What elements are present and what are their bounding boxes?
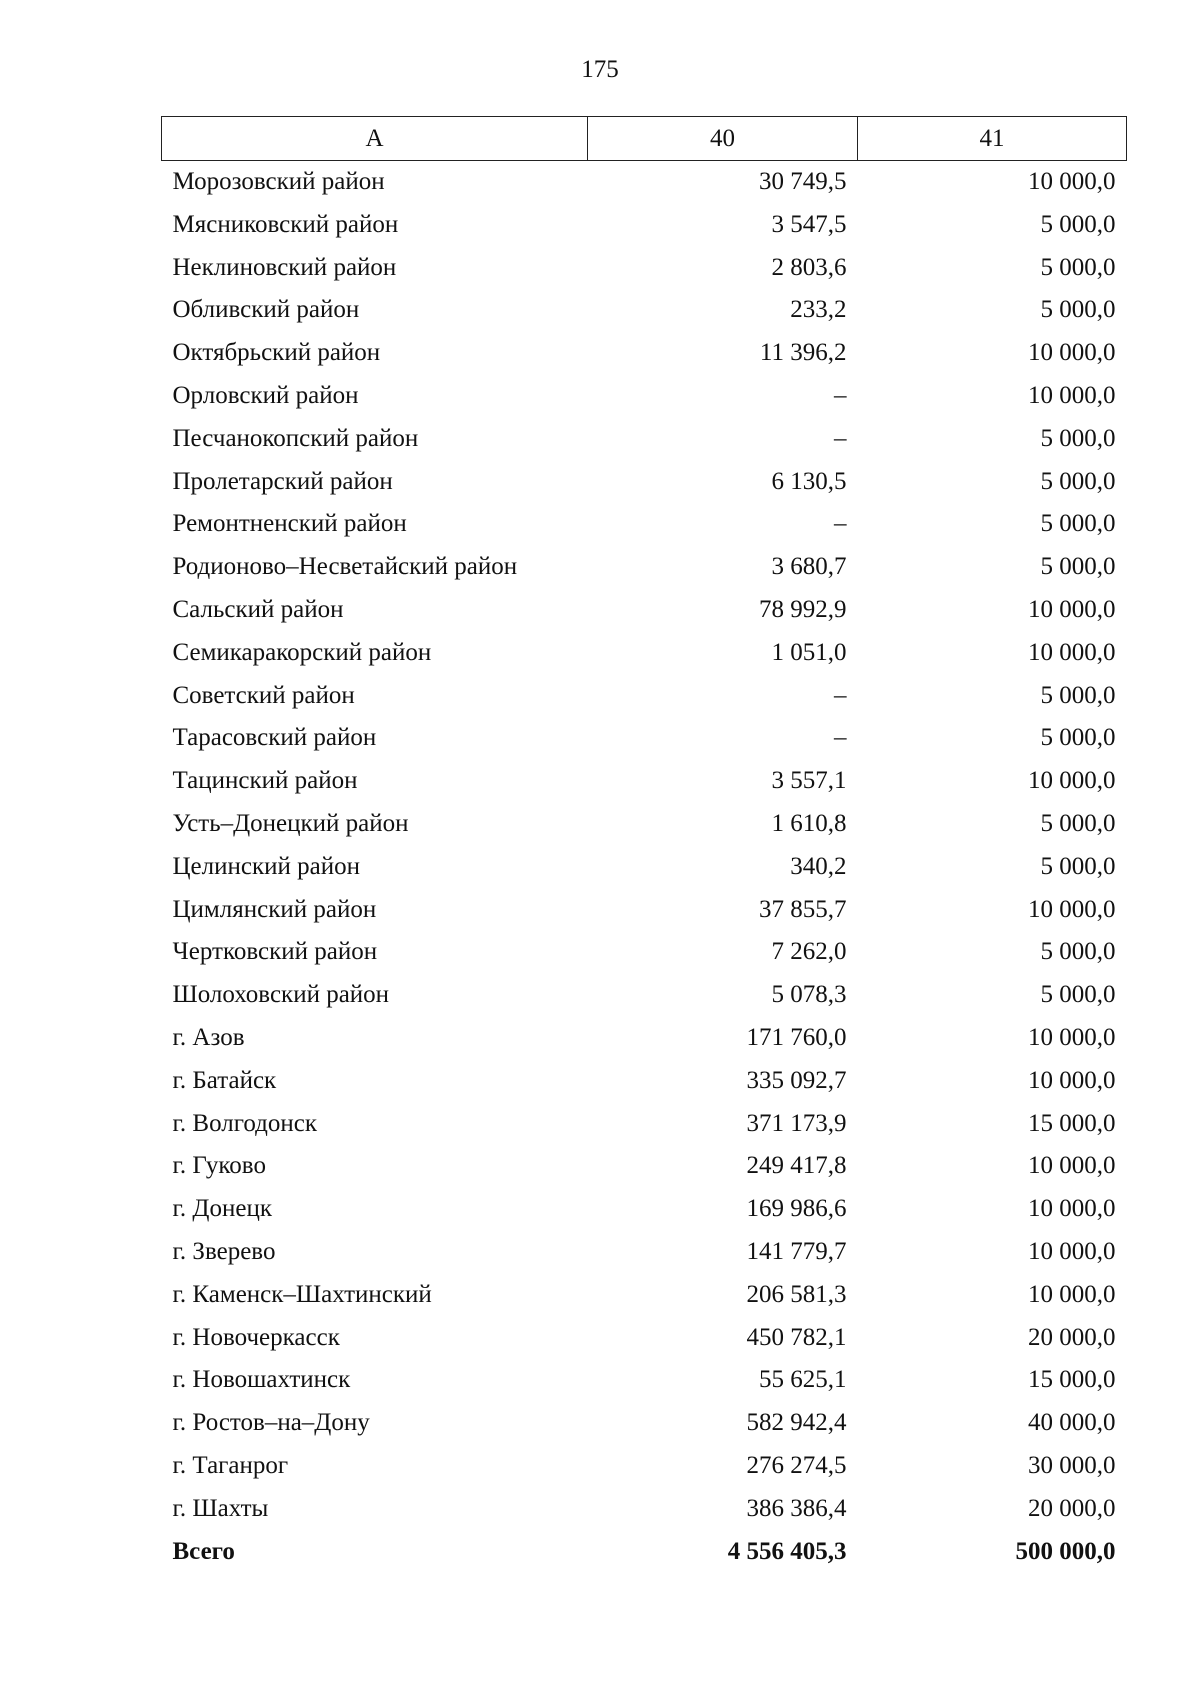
row-value-40: 11 396,2 — [759, 339, 847, 367]
table-row — [162, 204, 1127, 247]
row-value-41: 40 000,0 — [1028, 1409, 1116, 1437]
table-body — [162, 161, 1127, 1574]
row-value-40: 582 942,4 — [746, 1409, 847, 1437]
row-value-41: 5 000,0 — [1040, 981, 1116, 1009]
table-row — [162, 1402, 1127, 1445]
row-value-41: 15 000,0 — [1028, 1366, 1116, 1394]
table-row — [162, 1188, 1127, 1231]
row-value-41: 5 000,0 — [1040, 809, 1116, 837]
row-value-40: 371 173,9 — [746, 1109, 847, 1137]
row-value-41: 10 000,0 — [1028, 1152, 1116, 1180]
table-row — [162, 803, 1127, 846]
row-value-41: 5 000,0 — [1040, 296, 1116, 324]
row-value-41: 5 000,0 — [1040, 681, 1116, 709]
table-row — [162, 503, 1127, 546]
row-name: г. Зверево — [172, 1237, 276, 1265]
table-row — [162, 974, 1127, 1017]
row-value-40: – — [834, 510, 847, 538]
row-value-41: 5 000,0 — [1040, 852, 1116, 880]
row-value-41: 5 000,0 — [1040, 938, 1116, 966]
row-value-40: 141 779,7 — [746, 1237, 847, 1265]
table-row — [162, 1445, 1127, 1488]
row-name: Пролетарский район — [172, 467, 393, 495]
row-value-41: 10 000,0 — [1028, 638, 1116, 666]
row-name: Тацинский район — [172, 767, 358, 795]
row-value-40: 7 262,0 — [771, 938, 847, 966]
row-value-41: 20 000,0 — [1028, 1323, 1116, 1351]
table-row — [162, 375, 1127, 418]
table-row — [162, 675, 1127, 718]
page-number: 175 — [581, 56, 619, 83]
row-value-41: 5 000,0 — [1040, 553, 1116, 581]
row-value-40: 3 557,1 — [771, 767, 847, 795]
row-value-40: – — [834, 681, 847, 709]
table-row — [162, 632, 1127, 675]
row-name: Орловский район — [172, 381, 359, 409]
row-value-40: 37 855,7 — [759, 895, 847, 923]
row-name: Цимлянский район — [172, 895, 377, 923]
row-value-41: 10 000,0 — [1028, 381, 1116, 409]
table-row — [162, 1317, 1127, 1360]
row-value-40: – — [834, 424, 847, 452]
table-row — [162, 889, 1127, 932]
row-value-40: 2 803,6 — [771, 253, 847, 281]
row-name: Мясниковский район — [172, 210, 399, 238]
row-value-41: 10 000,0 — [1028, 1280, 1116, 1308]
row-value-40: 6 130,5 — [771, 467, 847, 495]
row-value-41: 5 000,0 — [1040, 210, 1116, 238]
row-value-40: 3 680,7 — [771, 553, 847, 581]
table-row — [162, 1060, 1127, 1103]
row-value-40: 3 547,5 — [771, 210, 847, 238]
row-value-40: 450 782,1 — [746, 1323, 847, 1351]
table-row — [162, 1231, 1127, 1274]
table-row — [162, 1274, 1127, 1317]
row-value-41: 10 000,0 — [1028, 767, 1116, 795]
total-label: Всего — [172, 1537, 235, 1565]
table-header-row — [162, 117, 1127, 161]
row-value-41: 20 000,0 — [1028, 1494, 1116, 1522]
row-name: Октябрьский район — [172, 339, 381, 367]
row-name: Семикаракорский район — [172, 638, 432, 666]
row-name: г. Азов — [172, 1023, 245, 1051]
row-value-41: 5 000,0 — [1040, 467, 1116, 495]
total-value-41: 500 000,0 — [1015, 1537, 1116, 1565]
row-name: г. Батайск — [172, 1066, 277, 1094]
row-value-41: 30 000,0 — [1028, 1451, 1116, 1479]
row-name: Ремонтненский район — [172, 510, 407, 538]
table-row — [162, 289, 1127, 332]
row-name: г. Донецк — [172, 1195, 272, 1223]
row-value-41: 5 000,0 — [1040, 510, 1116, 538]
row-value-41: 10 000,0 — [1028, 1195, 1116, 1223]
row-value-40: 171 760,0 — [746, 1023, 847, 1051]
table-row — [162, 546, 1127, 589]
table-row — [162, 247, 1127, 290]
row-name: Обливский район — [172, 296, 360, 324]
row-name: г. Гуково — [172, 1152, 266, 1180]
row-value-41: 5 000,0 — [1040, 253, 1116, 281]
data-table — [161, 116, 1127, 1573]
row-value-41: 5 000,0 — [1040, 724, 1116, 752]
table-total-row — [162, 1531, 1127, 1574]
row-value-41: 15 000,0 — [1028, 1109, 1116, 1137]
row-value-40: 169 986,6 — [746, 1195, 847, 1223]
row-value-40: 276 274,5 — [746, 1451, 847, 1479]
row-value-41: 10 000,0 — [1028, 895, 1116, 923]
row-value-40: 30 749,5 — [759, 168, 847, 195]
table-row — [162, 589, 1127, 632]
row-value-40: 78 992,9 — [759, 595, 847, 623]
row-value-40: 1 610,8 — [771, 809, 847, 837]
row-value-40: 206 581,3 — [746, 1280, 847, 1308]
header-col-41: 41 — [858, 117, 1127, 161]
row-value-40: 340,2 — [790, 852, 847, 880]
row-name: Советский район — [172, 681, 355, 709]
row-value-41: 10 000,0 — [1028, 1023, 1116, 1051]
row-value-40: 5 078,3 — [771, 981, 847, 1009]
table-row — [162, 1103, 1127, 1146]
row-name: Сальский район — [172, 595, 344, 623]
row-value-40: 386 386,4 — [746, 1494, 847, 1522]
row-name: г. Шахты — [172, 1494, 269, 1522]
row-name: г. Каменск–Шахтинский — [172, 1280, 432, 1308]
row-value-40: – — [834, 381, 847, 409]
row-name: г. Таганрог — [172, 1451, 289, 1479]
table-row — [162, 332, 1127, 375]
row-value-40: 55 625,1 — [759, 1366, 847, 1394]
table-row — [162, 846, 1127, 889]
table-row — [162, 931, 1127, 974]
row-value-40: 249 417,8 — [746, 1152, 847, 1180]
row-name: Шолоховский район — [172, 981, 390, 1009]
table-row — [162, 461, 1127, 504]
row-name: г. Новошахтинск — [172, 1366, 351, 1394]
row-name: Чертковский район — [172, 938, 378, 966]
row-value-41: 5 000,0 — [1040, 424, 1116, 452]
row-name: г. Ростов–на–Дону — [172, 1409, 370, 1437]
table-row — [162, 1488, 1127, 1531]
row-value-41: 10 000,0 — [1028, 339, 1116, 367]
row-value-41: 10 000,0 — [1028, 595, 1116, 623]
row-name: Усть–Донецкий район — [172, 809, 409, 837]
row-value-40: – — [834, 724, 847, 752]
row-name: г. Новочеркасск — [172, 1323, 340, 1351]
row-value-40: 335 092,7 — [746, 1066, 847, 1094]
header-col-a: А — [162, 117, 588, 161]
table-row — [162, 1017, 1127, 1060]
table-row — [162, 1145, 1127, 1188]
header-col-40: 40 — [588, 117, 858, 161]
table-row — [162, 1359, 1127, 1402]
row-name: Тарасовский район — [172, 724, 377, 752]
row-name: Морозовский район — [172, 168, 385, 195]
row-value-40: 1 051,0 — [771, 638, 847, 666]
table-row — [162, 717, 1127, 760]
row-value-40: 233,2 — [790, 296, 847, 324]
row-name: Целинский район — [172, 852, 360, 880]
row-name: Песчанокопский район — [172, 424, 419, 452]
row-name: Неклиновский район — [172, 253, 397, 281]
table-row — [162, 161, 1127, 204]
total-value-40: 4 556 405,3 — [727, 1537, 847, 1565]
row-value-41: 10 000,0 — [1028, 168, 1116, 195]
row-name: Родионово–Несветайский район — [172, 553, 518, 581]
row-name: г. Волгодонск — [172, 1109, 318, 1137]
row-value-41: 10 000,0 — [1028, 1237, 1116, 1265]
table-row — [162, 418, 1127, 461]
row-value-41: 10 000,0 — [1028, 1066, 1116, 1094]
table-row — [162, 760, 1127, 803]
